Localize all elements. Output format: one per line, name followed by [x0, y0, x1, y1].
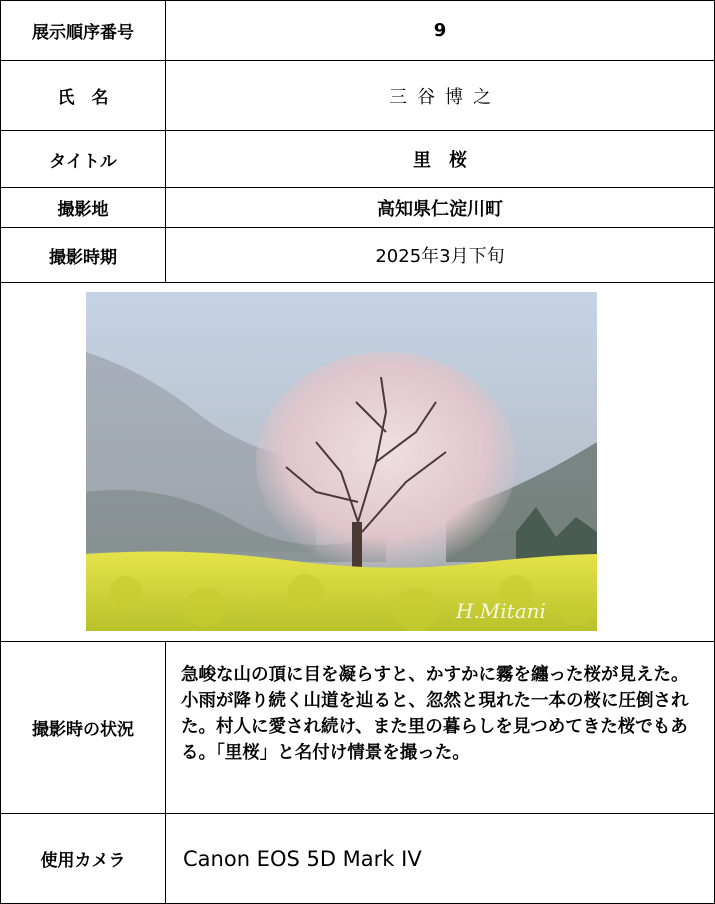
photo-signature: H.Mitani — [456, 599, 546, 623]
situation-text: 急峻な山の頂に目を凝らすと、かすかに霧を纏った桜が見えた。小雨が降り続く山道を辿ると、忽然と現れた一本の桜に圧倒された。村人に愛され続け、また里の暮らしを見つめてきた桜でもある。「里桜」と名付け情景を撮った。 — [181, 665, 689, 763]
photo-svg — [86, 292, 597, 631]
title-label: タイトル — [1, 131, 166, 187]
row-order — [1, 1, 714, 61]
row-situation — [1, 642, 714, 814]
camera-value: Canon EOS 5D Mark IV — [183, 846, 422, 871]
location-value: 高知県仁淀川町 — [377, 198, 503, 220]
name-label: 氏 名 — [1, 61, 166, 130]
row-period — [1, 228, 714, 283]
row-title — [1, 131, 714, 188]
period-label: 撮影時期 — [1, 228, 166, 282]
name-value: 三谷博之 — [389, 86, 501, 108]
row-location — [1, 188, 714, 228]
cherry-tree-photo — [86, 292, 597, 631]
photo-row — [1, 283, 714, 642]
row-camera — [1, 814, 714, 903]
row-name — [1, 61, 714, 131]
location-label: 撮影地 — [1, 188, 166, 227]
situation-label: 撮影時の状況 — [1, 642, 166, 813]
order-label: 展示順序番号 — [1, 1, 166, 60]
camera-label: 使用カメラ — [1, 814, 166, 903]
title-value: 里 桜 — [413, 150, 467, 171]
period-value: 2025年3月下旬 — [375, 246, 505, 267]
order-value: 9 — [433, 20, 447, 41]
